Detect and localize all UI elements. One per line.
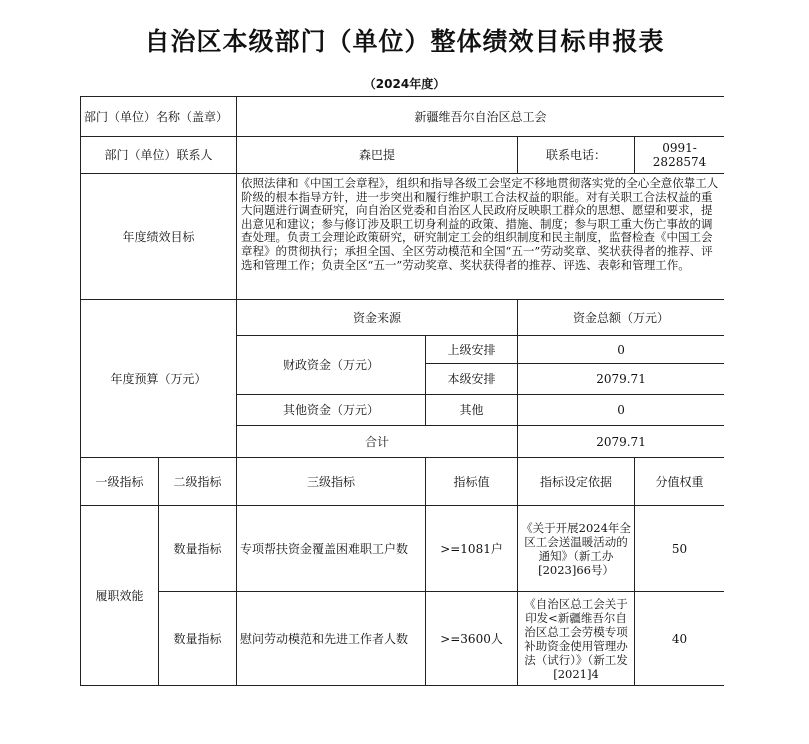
upper-label: 上级安排 <box>426 336 518 364</box>
form-title: 自治区本级部门（单位）整体绩效目标申报表 <box>144 27 665 56</box>
performance-form <box>80 96 724 744</box>
goal-row <box>81 174 725 300</box>
local-label: 本级安排 <box>426 364 518 395</box>
level2-cell: 数量指标 <box>159 592 237 686</box>
indicator-value: >=3600人 <box>426 592 518 686</box>
indicator-weight: 50 <box>635 506 724 592</box>
local-value: 2079.71 <box>518 364 724 395</box>
sum-label: 合计 <box>237 426 518 458</box>
total-header: 资金总额（万元） <box>518 300 724 336</box>
sum-value: 2079.71 <box>518 426 724 458</box>
other-value: 0 <box>518 395 724 426</box>
upper-value: 0 <box>518 336 724 364</box>
indicator-basis: 《自治区总工会关于印发<新疆维吾尔自治区总工会劳模专项补助资金使用管理办法（试行）》（新工发[2021]4 <box>518 592 635 686</box>
contact-label: 部门（单位）联系人 <box>81 137 237 174</box>
form-year: （2024年度） <box>363 77 446 91</box>
indicator-header-row <box>81 458 725 506</box>
level2-cell: 数量指标 <box>159 506 237 592</box>
goal-label: 年度绩效目标 <box>81 174 237 300</box>
performance-table <box>80 96 724 686</box>
header-level2: 二级指标 <box>159 458 237 506</box>
header-basis: 指标设定依据 <box>518 458 635 506</box>
header-weight: 分值权重 <box>635 458 724 506</box>
indicator-row <box>81 592 725 686</box>
indicator-value: >=1081户 <box>426 506 518 592</box>
dept-row <box>81 97 725 137</box>
phone-value: 0991-2828574 <box>635 137 724 174</box>
budget-header-row <box>81 300 725 336</box>
source-header: 资金来源 <box>237 300 518 336</box>
level1-cell: 履职效能 <box>81 506 159 686</box>
fiscal-label: 财政资金（万元） <box>237 336 426 395</box>
dept-value: 新疆维吾尔自治区总工会 <box>237 97 724 137</box>
phone-label: 联系电话： <box>518 137 635 174</box>
level3-cell: 专项帮扶资金覆盖困难职工户数 <box>237 506 426 592</box>
budget-label: 年度预算（万元） <box>81 300 237 458</box>
header-value: 指标值 <box>426 458 518 506</box>
other-sub-label: 其他 <box>426 395 518 426</box>
level3-cell: 慰问劳动模范和先进工作者人数 <box>237 592 426 686</box>
contact-row <box>81 137 725 174</box>
indicator-weight: 40 <box>635 592 724 686</box>
other-label: 其他资金（万元） <box>237 395 426 426</box>
header-level3: 三级指标 <box>237 458 426 506</box>
goal-text: 依照法律和《中国工会章程》，组织和指导各级工会坚定不移地贯彻落实党的全心全意依靠工人阶级的根本指导方针，进一步突出和履行维护职工合法权益的职能。对有关职工合法权益的重大问题进行调查研究，向自治区党委和自治区人民政府反映职工群众的思想、愿望和要求，提出意见和建议；参与修订涉及职工切身利益的政策、措施、制度；参与职工重大伤亡事故的调查处理。负责工会理论政策研究，研究制定工会的组织制度和民主制度，监督检查《中国工会章程》的贯彻执行；承担全国、全区劳动模范和全国“五一”劳动奖章、奖状获得者的推荐、评选和管理工作；负责全区“五一”劳动奖章、奖状获得者的推荐、评选、表彰和管理工作。 <box>237 174 724 300</box>
header-level1: 一级指标 <box>81 458 159 506</box>
contact-name: 森巴提 <box>237 137 518 174</box>
indicator-basis: 《关于开展2024年全区工会送温暖活动的通知》（新工办[2023]66号） <box>518 506 635 592</box>
indicator-row <box>81 506 725 592</box>
dept-label: 部门（单位）名称（盖章） <box>81 97 237 137</box>
